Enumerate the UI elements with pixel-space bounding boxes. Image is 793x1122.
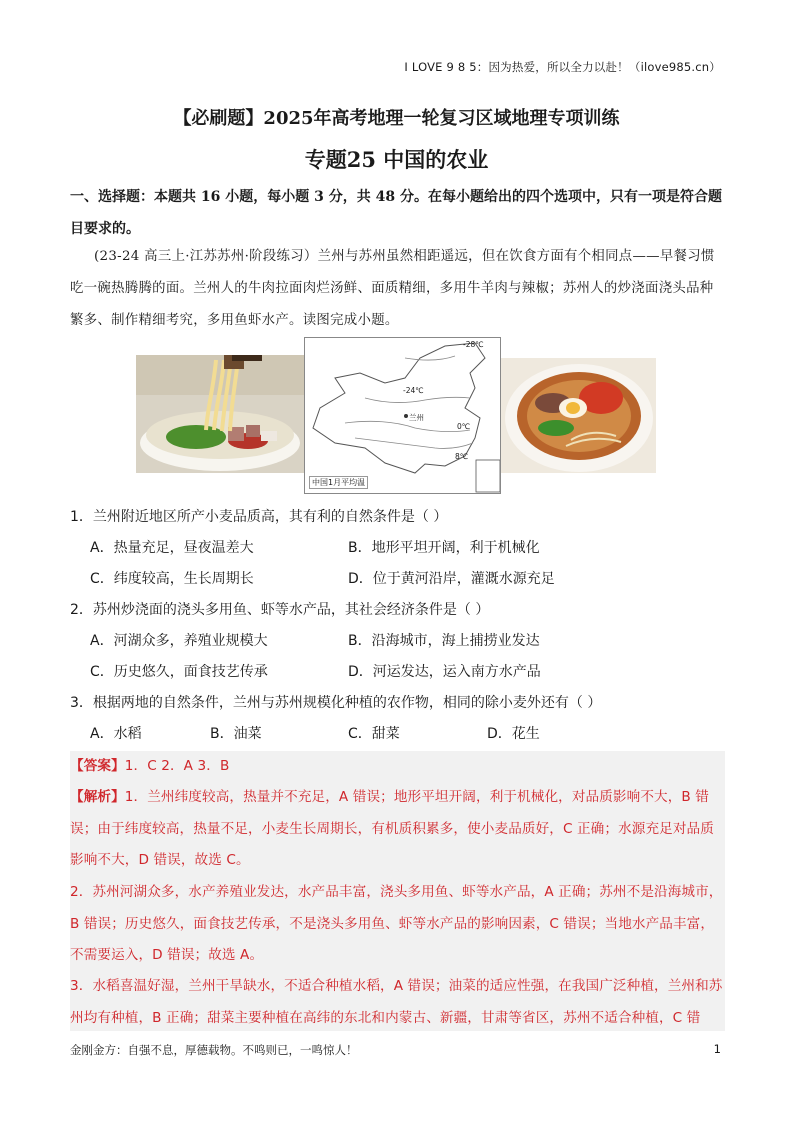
question-stem: 1．兰州附近地区所产小麦品质高，其有利的自然条件是（ ） bbox=[70, 509, 448, 525]
option-b: B．油菜 bbox=[210, 726, 262, 742]
city-label-lanzhou: 兰州 bbox=[409, 413, 424, 422]
isotherm-label: 8℃ bbox=[455, 452, 469, 461]
answer-text: 1．C 2．A 3．B bbox=[124, 758, 230, 774]
option-b: B．沿海城市，海上捕捞业发达 bbox=[348, 633, 540, 649]
option-c: C．甜菜 bbox=[348, 726, 400, 742]
option-d: D．位于黄河沿岸，灌溉水源充足 bbox=[348, 571, 555, 587]
analysis-text-1: 1．兰州纬度较高，热量并不充足，A 错误；地形平坦开阔，利于机械化，对品质影响不大，B 错误；由于纬度较高，热量不足，小麦生长周期长，有机质积累多，使小麦品质好，C 正确；水源充足对品质影响不大，D 错误，故选 C。 bbox=[70, 789, 714, 868]
intro-passage: (23-24 高三上·江苏苏州·阶段练习）兰州与苏州虽然相距遥远，但在饮食方面有个相同点——早餐习惯吃一碗热腾腾的面。兰州人的牛肉拉面肉烂汤鲜、面质精细，多用牛羊肉与辣椒；苏州人的炒浇面浇头品种繁多、制作精细考究，多用鱼虾水产。读图完成小题。 bbox=[70, 249, 715, 328]
lanzhou-noodle-photo bbox=[136, 355, 304, 473]
option-d: D．河运发达，运入南方水产品 bbox=[348, 664, 541, 680]
china-january-temperature-map bbox=[304, 337, 501, 494]
question-stem: 3．根据两地的自然条件，兰州与苏州规模化种植的农作物，相同的除小麦外还有（ ） bbox=[70, 695, 602, 711]
section-heading: 一、选择题：本题共 16 小题，每小题 3 分，共 48 分。在每小题给出的四个选项中，只有一项是符合题目要求的。 bbox=[70, 189, 722, 237]
option-b: B．地形平坦开阔，利于机械化 bbox=[348, 540, 540, 556]
isotherm-label: -24℃ bbox=[403, 386, 424, 395]
analysis-paragraph-3: 3．水稻喜温好湿，兰州干旱缺水，不适合种植水稻，A 错误；油菜的适应性强，在我国广泛种植，兰州和苏州均有种植，B 正确；甜菜主要种植在高纬的东北和内蒙古、新疆，甘肃等省区，苏州不适合种植，C 错 bbox=[70, 978, 723, 1026]
analysis-tag: 【解析】 bbox=[70, 789, 125, 805]
option-c: C．纬度较高，生长周期长 bbox=[90, 571, 254, 587]
analysis-paragraph-2: 2．苏州河湖众多，水产养殖业发达，水产品丰富，浇头多用鱼、虾等水产品，A 正确；苏州不是沿海城市，B 错误；历史悠久，面食技艺传承，不是浇头多用鱼、虾等水产品的影响因素，C 错误；当地水产品丰富，不需要运入，D 错误；故选 A。 bbox=[70, 884, 723, 963]
page-header: I LOVE 9 8 5：因为热爱，所以全力以赴！（ilove985.cn） bbox=[404, 60, 721, 74]
option-a: A．热量充足，昼夜温差大 bbox=[90, 540, 254, 556]
option-c: C．历史悠久，面食技艺传承 bbox=[90, 664, 268, 680]
suzhou-noodle-photo bbox=[501, 358, 656, 473]
option-a: A．水稻 bbox=[90, 726, 142, 742]
map-caption: 中国1月平均温 bbox=[309, 476, 368, 489]
analysis-paragraph-1 bbox=[70, 782, 725, 877]
option-d: D．花生 bbox=[487, 726, 540, 742]
footer-motto: 金刚金方：自强不息，厚德载物。不鸣则已，一鸣惊人！ bbox=[70, 1043, 358, 1057]
question-stem: 2．苏州炒浇面的浇头多用鱼、虾等水产品，其社会经济条件是（ ） bbox=[70, 602, 490, 618]
document-title: 【必刷题】2025年高考地理一轮复习区域地理专项训练 bbox=[173, 108, 620, 129]
figure-row bbox=[136, 337, 656, 497]
topic-title: 专题25 中国的农业 bbox=[304, 147, 489, 172]
isotherm-label: 0℃ bbox=[457, 422, 471, 431]
answer-tag: 【答案】 bbox=[70, 758, 125, 774]
isotherm-label: -28℃ bbox=[463, 340, 484, 349]
page-number: 1 bbox=[713, 1042, 721, 1056]
option-a: A．河湖众多，养殖业规模大 bbox=[90, 633, 268, 649]
answer-line bbox=[70, 751, 725, 783]
